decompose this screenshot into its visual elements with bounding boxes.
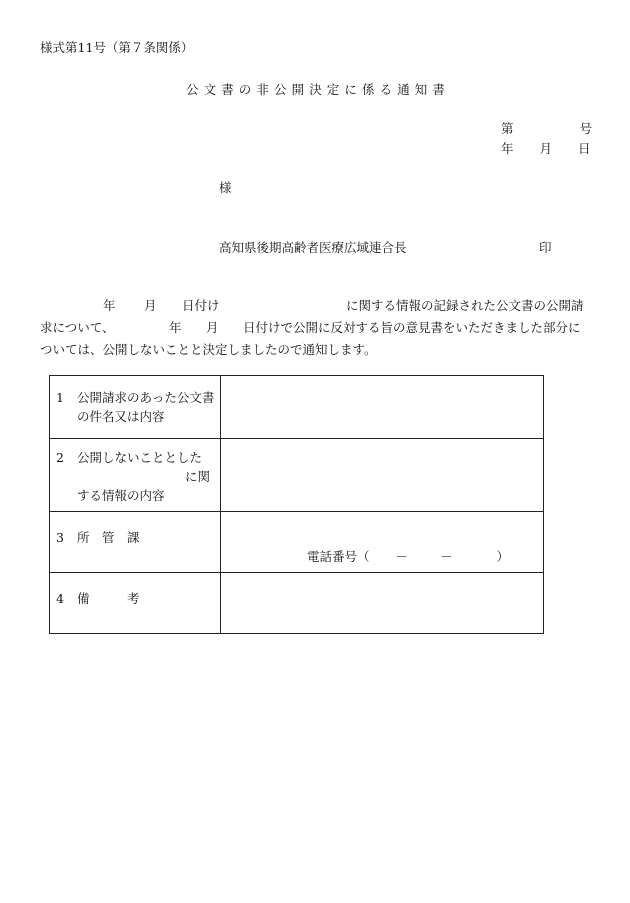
row3-label: 所 管 課: [77, 530, 140, 545]
row2-label-line2: に関: [185, 469, 211, 484]
table-row-undisclosed: [50, 439, 544, 512]
undisclosed-value-cell[interactable]: [221, 439, 544, 512]
table-row-subject: [50, 376, 544, 439]
sender-name: 高知県後期高齢者医療広域連合長: [219, 240, 407, 255]
subject-label-cell: [50, 376, 221, 439]
dai-label: 第: [501, 121, 514, 136]
table-row-department: [50, 512, 544, 573]
body-line2-start: 求について、: [40, 320, 115, 335]
remarks-label-cell: [50, 573, 221, 634]
row4-label: 備 考: [77, 591, 140, 606]
addressee-honorific: 様: [219, 180, 232, 195]
row4-number: 4: [56, 591, 64, 606]
undisclosed-label-cell: [50, 439, 221, 512]
row2-number: 2: [56, 450, 64, 465]
form-number: 様式第11号（第７条関係）: [40, 40, 194, 55]
day-label: 日: [578, 141, 591, 156]
phone-label: 電話番号（: [307, 549, 370, 564]
department-value-cell[interactable]: [221, 512, 544, 573]
issue-date-line: [501, 143, 591, 156]
department-label-cell: [50, 512, 221, 573]
row1-label-line2: の件名又は内容: [77, 409, 165, 424]
notice-table: [49, 375, 544, 634]
document-title: 公文書の非公開決定に係る通知書: [186, 82, 451, 97]
body-line1-text: に関する情報の記録された公文書の公開請: [346, 298, 584, 313]
phone-dash-2: －: [440, 549, 453, 564]
phone-dash-1: －: [395, 549, 409, 564]
phone-close-paren: ）: [496, 549, 510, 564]
seal-mark: 印: [539, 240, 552, 255]
row2-label-line1: 公開しないこととした: [77, 450, 203, 465]
phone-number-field: [307, 551, 509, 564]
subject-value-cell[interactable]: [221, 376, 544, 439]
table-row-remarks: [50, 573, 544, 634]
row3-number: 3: [56, 530, 64, 545]
document-number-line: [501, 123, 592, 136]
year-label: 年: [501, 141, 514, 156]
row1-label-line1: 公開請求のあった公文書: [77, 390, 215, 405]
remarks-value-cell[interactable]: [221, 573, 544, 634]
body-month-1: 月: [144, 298, 157, 313]
row1-number: 1: [56, 390, 64, 405]
body-year-1: 年: [103, 298, 116, 313]
body-line3: ついては、公開しないことと決定しましたので通知します。: [40, 342, 377, 357]
body-line2-text: 日付けで公開に反対する旨の意見書をいただきました部分に: [243, 320, 581, 335]
row2-label-line3: する情報の内容: [77, 488, 165, 503]
gou-label: 号: [579, 121, 593, 136]
body-year-2: 年: [169, 320, 182, 335]
body-month-2: 月: [206, 320, 219, 335]
month-label: 月: [539, 141, 553, 156]
body-date-suffix-1: 日付け: [182, 298, 220, 313]
